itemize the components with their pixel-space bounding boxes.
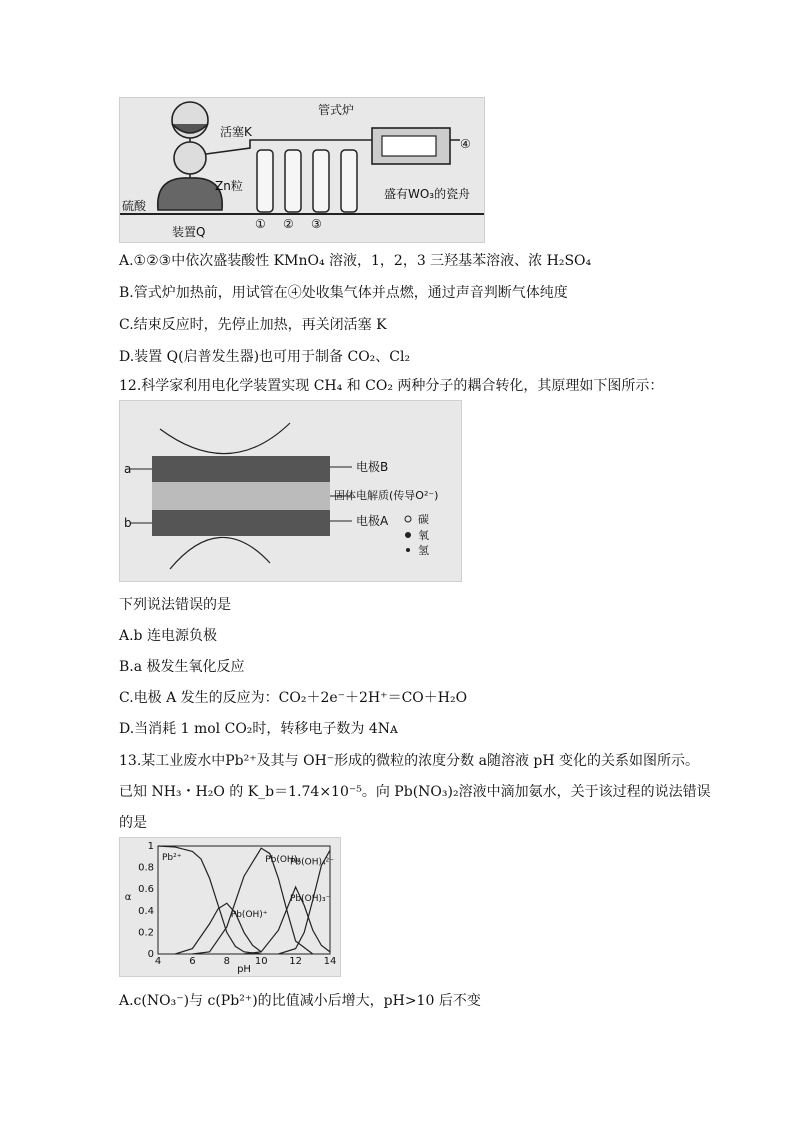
q12-prompt: 下列说法错误的是: [119, 597, 231, 613]
apparatus-figure: [119, 97, 485, 243]
acid-label: 硫酸: [122, 199, 147, 213]
q12-option-d: D.当消耗 1 mol CO₂时，转移电子数为 4Nᴀ: [119, 721, 398, 737]
y-tick-label: 0.6: [138, 884, 154, 896]
x-tick-label: 14: [323, 956, 337, 967]
y-axis-label: α: [124, 892, 132, 903]
kipp-generator: [158, 102, 222, 210]
label-4: ④: [460, 137, 471, 151]
electrolyte-label: 固体电解质(传导O²⁻): [334, 489, 439, 502]
label-1: ①: [255, 217, 266, 231]
q12-option-a: A.b 连电源负极: [119, 628, 217, 644]
electrolyte-layer: [152, 482, 330, 510]
electrode-b-label: 电极B: [356, 460, 389, 474]
q13-stem-line2: 已知 NH₃・H₂O 的 K_b＝1.74×10⁻⁵。向 Pb(NO₃)₂溶液中滴加氨水，关于该过程的说法错误: [119, 784, 711, 800]
q13-option-a: A.c(NO₃⁻)与 c(Pb²⁺)的比值减小后增大，pH>10 后不变: [119, 993, 481, 1009]
q11-option-d: D.装置 Q(启普发生器)也可用于制备 CO₂、Cl₂: [119, 349, 411, 365]
label-3: ③: [311, 217, 322, 231]
q13-stem-line3: 的是: [119, 815, 147, 831]
apparatus-label: 装置Q: [172, 225, 206, 239]
q11-option-a: A.①②③中依次盛装酸性 KMnO₄ 溶液，1，2，3 三羟基苯溶液、浓 H₂SO₄: [119, 253, 592, 269]
label-b: b: [124, 516, 132, 530]
wash-bottles: [257, 150, 357, 212]
q11-option-c: C.结束反应时，先停止加热，再关闭活塞 K: [119, 317, 387, 333]
furnace-label: 管式炉: [318, 103, 355, 117]
x-tick-label: 6: [189, 956, 196, 967]
legend-oxygen: 氧: [418, 529, 429, 542]
legend-hydrogen: 氢: [418, 544, 429, 557]
q12-option-c: C.电极 A 发生的反应为：CO₂＋2e⁻＋2H⁺＝CO＋H₂O: [119, 690, 468, 706]
boat-label: 盛有WO₃的瓷舟: [384, 187, 471, 201]
x-axis-label: pH: [237, 964, 251, 975]
electrode-a-layer: [152, 510, 330, 536]
x-tick-label: 4: [154, 956, 162, 967]
x-tick-label: 12: [289, 956, 302, 967]
electrode-a-label: 电极A: [356, 514, 389, 528]
y-tick-label: 0: [147, 949, 154, 960]
electrode-b-layer: [152, 456, 330, 482]
series-label: Pb²⁺: [162, 853, 182, 863]
electrochemical-figure: [119, 400, 462, 582]
q12-option-b: B.a 极发生氧化反应: [119, 659, 245, 675]
label-a: a: [124, 462, 132, 476]
legend-carbon: 碳: [418, 513, 429, 526]
series-label: Pb(OH)⁺: [230, 910, 268, 921]
q13-stem-line1: 13.某工业废水中Pb²⁺及其与 OH⁻形成的微粒的浓度分数 a随溶液 pH 变化的关系如图所示。: [119, 753, 700, 769]
zn-label: Zn粒: [215, 179, 243, 193]
x-tick-label: 8: [223, 956, 230, 967]
y-tick-label: 0.4: [138, 905, 154, 917]
label-2: ②: [283, 217, 294, 231]
q11-option-b: B.管式炉加热前，用试管在④处收集气体并点燃，通过声音判断气体纯度: [119, 285, 568, 301]
y-tick-label: 1: [147, 841, 154, 852]
x-tick-label: 10: [254, 956, 268, 967]
series-label: Pb(OH)₃⁻: [290, 894, 331, 905]
y-tick-label: 0.2: [138, 927, 154, 939]
q12-stem: 12.科学家利用电化学装置实现 CH₄ 和 CO₂ 两种分子的耦合转化，其原理如下图所示：: [119, 378, 664, 394]
piston-label: 活塞K: [220, 125, 252, 139]
distribution-chart: [119, 837, 341, 977]
series-label: Pb(OH)₂: [265, 855, 301, 866]
series-label: Pb(OH)₄²⁻: [290, 857, 334, 868]
y-tick-label: 0.8: [138, 862, 154, 874]
